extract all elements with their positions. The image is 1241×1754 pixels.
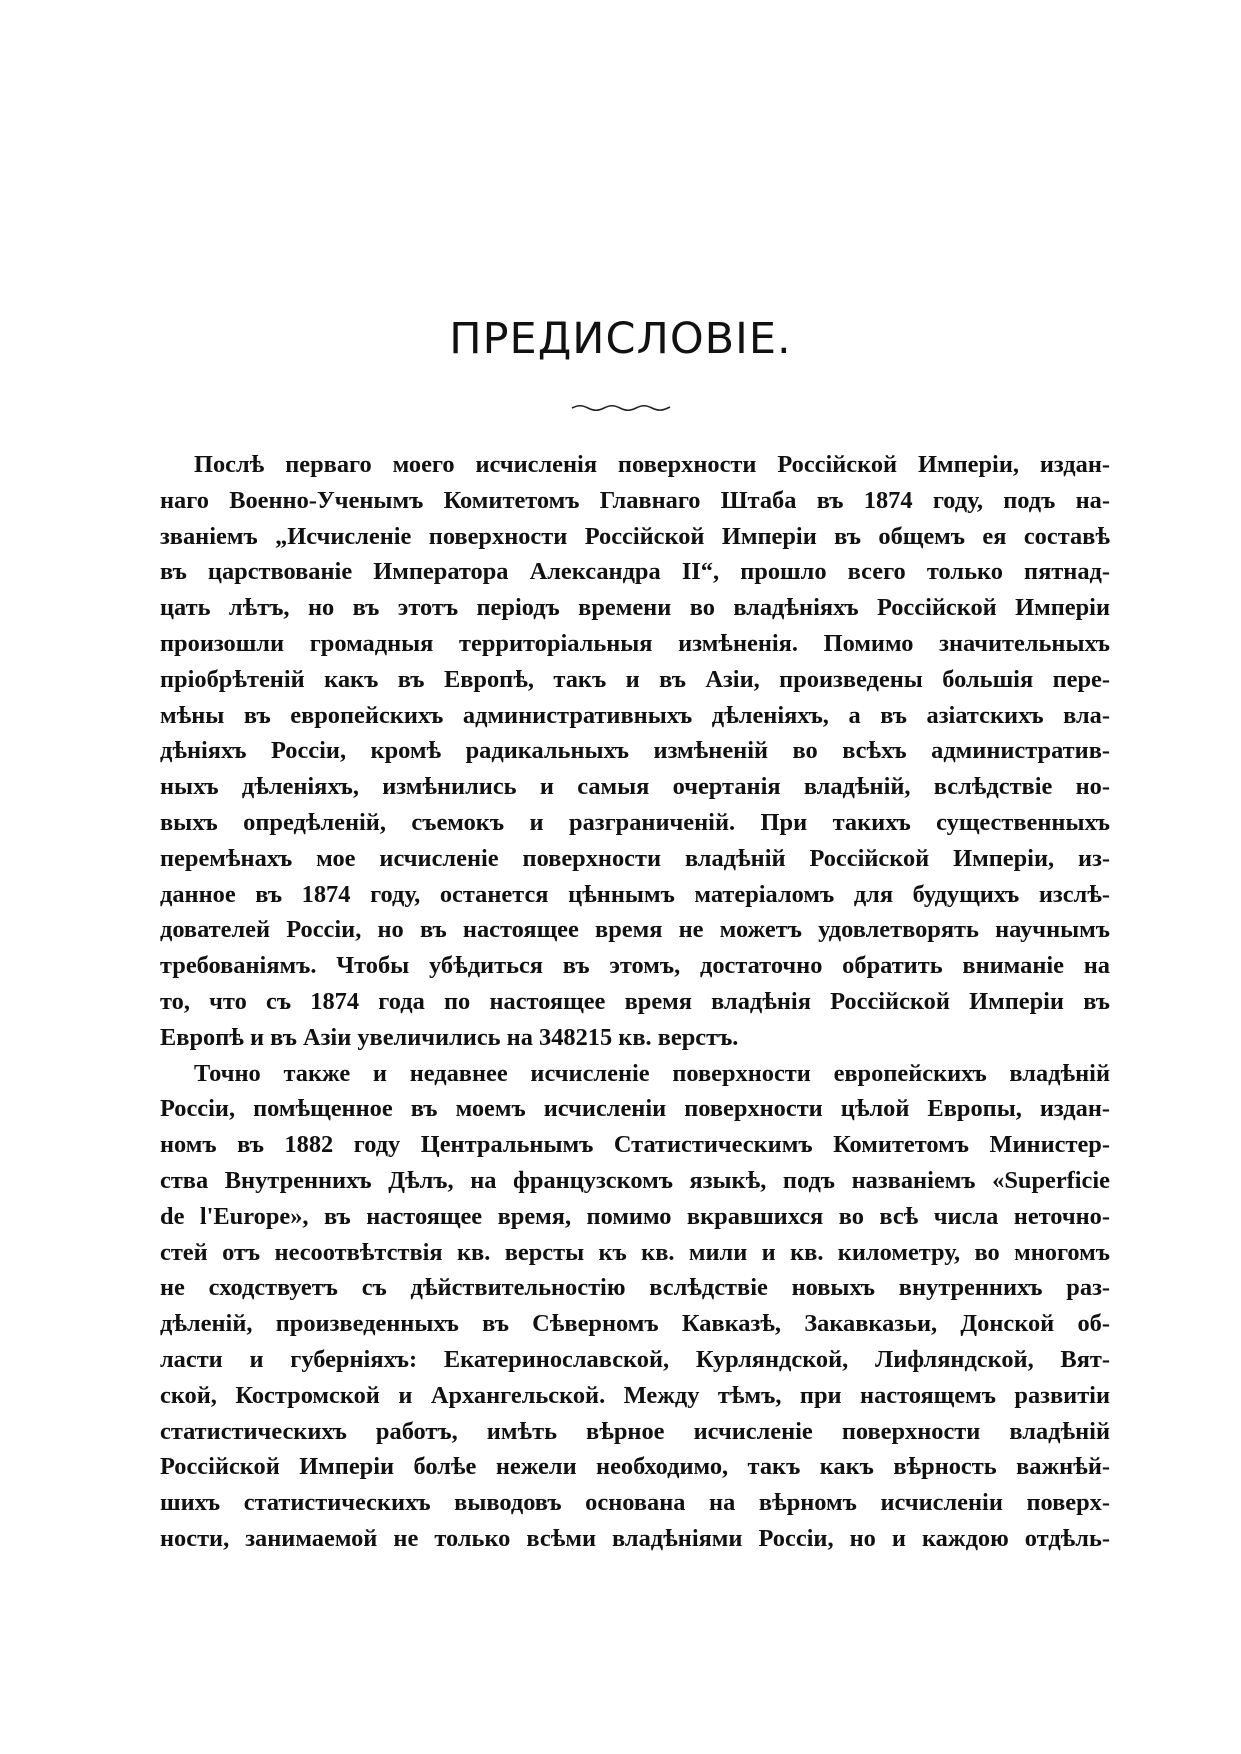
text-line: дователей Россіи, но въ настоящее время не можетъ удовлетворять научнымъ bbox=[160, 916, 1110, 944]
text-line: наго Военно-Ученымъ Комитетомъ Главнаго Штаба въ 1874 году, подъ на- bbox=[160, 486, 1110, 514]
text-line: Послѣ перваго моего исчисленія поверхности Россійской Имперіи, издан- bbox=[194, 451, 1110, 478]
page-title: ПРЕДИСЛОВІЕ. bbox=[449, 314, 792, 364]
text-line: ства Внутреннихъ Дѣлъ, на французскомъ языкѣ, подъ названіемъ «Superficie bbox=[160, 1166, 1110, 1194]
paragraph-1 bbox=[160, 447, 1110, 1056]
text-line: ности, занимаемой не только всѣми владѣніями Россіи, но и каждою отдѣль- bbox=[160, 1524, 1110, 1552]
text-line: de l'Europe», въ настоящее время, помимо вкравшихся во всѣ числа неточно- bbox=[160, 1202, 1110, 1230]
text-line: ныхъ дѣленіяхъ, измѣнились и самыя очертанія владѣній, вслѣдствіе но- bbox=[160, 773, 1110, 801]
text-line: произошли громадныя территоріальныя измѣненія. Помимо значительныхъ bbox=[160, 629, 1110, 657]
preface-body bbox=[160, 447, 1110, 1557]
text-line: номъ въ 1882 году Центральнымъ Статистическимъ Комитетомъ Министер- bbox=[160, 1131, 1110, 1159]
text-line: дѣніяхъ Россіи, кромѣ радикальныхъ измѣненій во всѣхъ административ- bbox=[160, 737, 1110, 765]
text-line: то, что съ 1874 года по настоящее время владѣнія Россійской Имперіи въ bbox=[160, 987, 1110, 1015]
text-line: перемѣнахъ мое исчисленіе поверхности владѣній Россійской Имперіи, из- bbox=[160, 844, 1110, 872]
text-line: мѣны въ европейскихъ административныхъ дѣленіяхъ, а въ азіатскихъ вла- bbox=[160, 701, 1110, 729]
text-line: дѣленій, произведенныхъ въ Сѣверномъ Кавказѣ, Закавказьи, Донской об- bbox=[160, 1310, 1110, 1338]
paragraph-2 bbox=[160, 1056, 1110, 1557]
text-line: Точно также и недавнее исчисленіе поверхности европейскихъ владѣній bbox=[194, 1059, 1110, 1087]
text-line: цать лѣтъ, но въ этотъ періодъ времени во владѣніяхъ Россійской Имперіи bbox=[160, 594, 1110, 622]
text-line: ласти и губерніяхъ: Екатеринославской, Курляндской, Лифляндской, Вят- bbox=[160, 1345, 1110, 1373]
title-flourish-ornament bbox=[570, 402, 672, 412]
text-line: требованіямъ. Чтобы убѣдиться въ этомъ, достаточно обратить вниманіе на bbox=[160, 952, 1110, 980]
text-line: шихъ статистическихъ выводовъ основана на вѣрномъ исчисленіи поверх- bbox=[160, 1489, 1110, 1517]
text-line: Россійской Имперіи болѣе нежели необходимо, такъ какъ вѣрность важнѣй- bbox=[160, 1453, 1110, 1481]
text-line: Европѣ и въ Азіи увеличились на 348215 кв. верстъ. bbox=[160, 1023, 739, 1051]
text-line: выхъ опредѣленій, съемокъ и разграниченій. При такихъ существенныхъ bbox=[160, 808, 1110, 836]
text-line: званіемъ „Исчисленіе поверхности Россійской Имперіи въ общемъ ея составѣ bbox=[160, 522, 1110, 550]
text-line: Россіи, помѣщенное въ моемъ исчисленіи поверхности цѣлой Европы, издан- bbox=[160, 1095, 1110, 1123]
text-line: данное въ 1874 году, останется цѣннымъ матеріаломъ для будущихъ изслѣ- bbox=[160, 880, 1110, 908]
text-line: не сходствуетъ съ дѣйствительностію вслѣдствіе новыхъ внутреннихъ раз- bbox=[160, 1274, 1110, 1302]
text-line: пріобрѣтеній какъ въ Европѣ, такъ и въ Азіи, произведены большія пере- bbox=[160, 665, 1110, 693]
text-line: стей отъ несоотвѣтствія кв. версты къ кв. мили и кв. километру, во многомъ bbox=[160, 1238, 1110, 1266]
text-line: въ царствованіе Императора Александра II“, прошло всего только пятнад- bbox=[160, 558, 1110, 586]
text-line: ской, Костромской и Архангельской. Между тѣмъ, при настоящемъ развитіи bbox=[160, 1381, 1110, 1409]
text-line: статистическихъ работъ, имѣть вѣрное исчисленіе поверхности владѣній bbox=[160, 1417, 1110, 1445]
